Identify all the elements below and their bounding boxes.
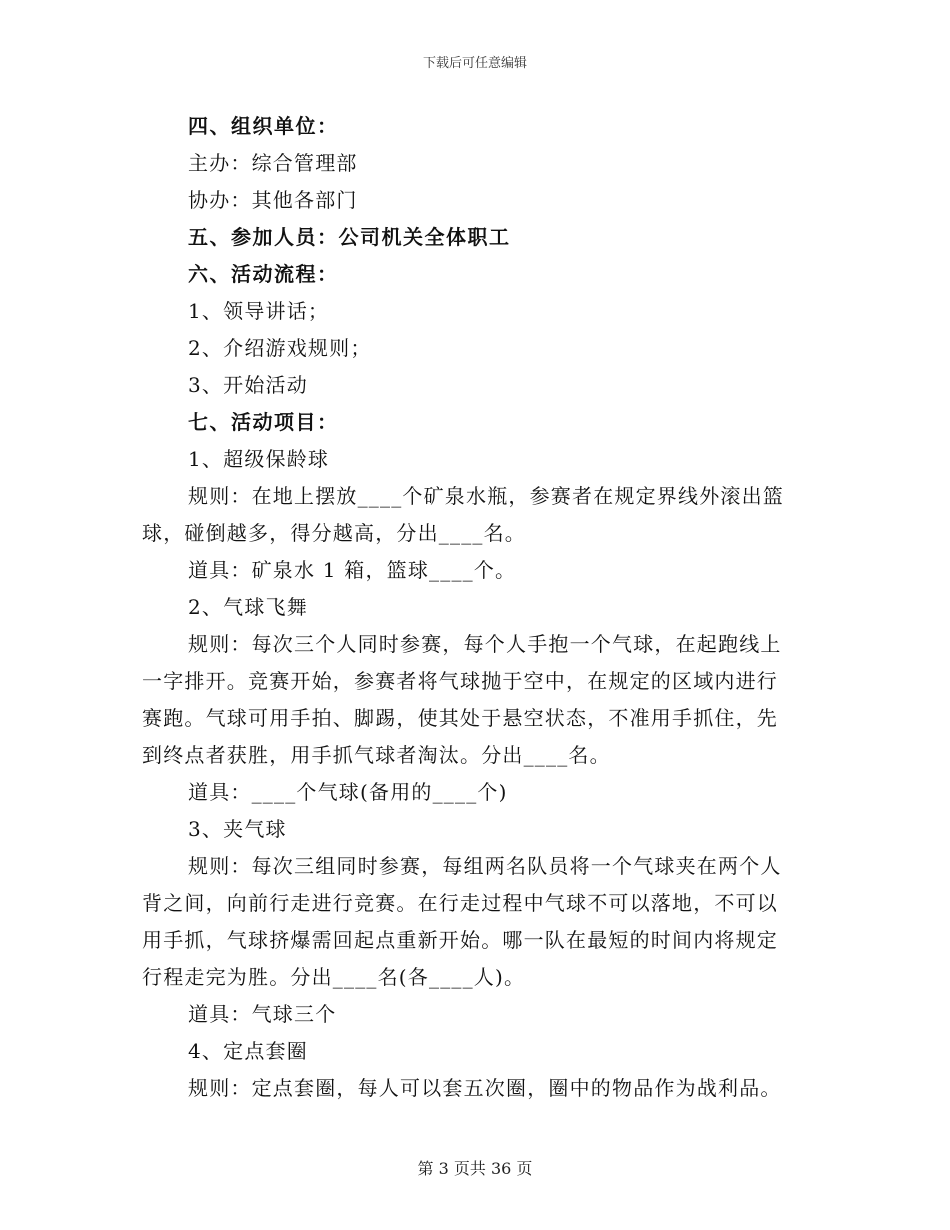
text-line: 球，碰倒越多，得分越高，分出____名。 [142, 521, 526, 545]
text-line: 背之间，向前行走进行竞赛。在行走过程中气球不可以落地，不可以 [142, 891, 778, 915]
text-line: 到终点者获胜，用手抓气球者淘汰。分出____名。 [142, 743, 611, 767]
text-line: 规则：定点套圈，每人可以套五次圈，圈中的物品作为战利品。 [188, 1076, 782, 1100]
text-line: 道具：矿泉水 1 箱，篮球____个。 [188, 558, 517, 582]
page-footer: 第 3 页共 36 页 [417, 1159, 533, 1178]
section-heading: 七、活动项目： [188, 410, 339, 434]
section-heading: 四、组织单位： [188, 114, 339, 138]
text-line: 2、气球飞舞 [188, 595, 308, 619]
text-line: 规则：在地上摆放____个矿泉水瓶，参赛者在规定界线外滚出篮 [188, 484, 784, 508]
text-line: 1、超级保龄球 [188, 447, 330, 471]
text-line: 2、介绍游戏规则； [188, 336, 372, 360]
text-line: 3、夹气球 [188, 817, 287, 841]
text-line: 3、开始活动 [188, 373, 308, 397]
text-line: 4、定点套圈 [188, 1039, 308, 1063]
text-line: 道具：____个气球(备用的____个) [188, 780, 508, 804]
text-line: 规则：每次三个人同时参赛，每个人手抱一个气球，在起跑线上 [188, 632, 782, 656]
page-header: 下载后可任意编辑 [422, 56, 527, 71]
text-line: 行程走完为胜。分出____名(各____人)。 [142, 965, 526, 989]
text-line: 协办：其他各部门 [188, 188, 358, 212]
section-heading: 六、活动流程： [188, 262, 339, 286]
text-line: 赛跑。气球可用手拍、脚踢，使其处于悬空状态，不准用手抓住，先 [142, 706, 778, 730]
text-line: 规则：每次三组同时参赛，每组两名队员将一个气球夹在两个人 [188, 854, 782, 878]
text-line: 道具：气球三个 [188, 1002, 337, 1026]
document-body [142, 108, 802, 1107]
text-line: 主办：综合管理部 [188, 151, 358, 175]
section-heading: 五、参加人员：公司机关全体职工 [188, 225, 511, 249]
text-line: 一字排开。竞赛开始，参赛者将气球抛于空中，在规定的区域内进行 [142, 669, 778, 693]
text-line: 用手抓，气球挤爆需回起点重新开始。哪一队在最短的时间内将规定 [142, 928, 778, 952]
text-line: 1、领导讲话； [188, 299, 330, 323]
